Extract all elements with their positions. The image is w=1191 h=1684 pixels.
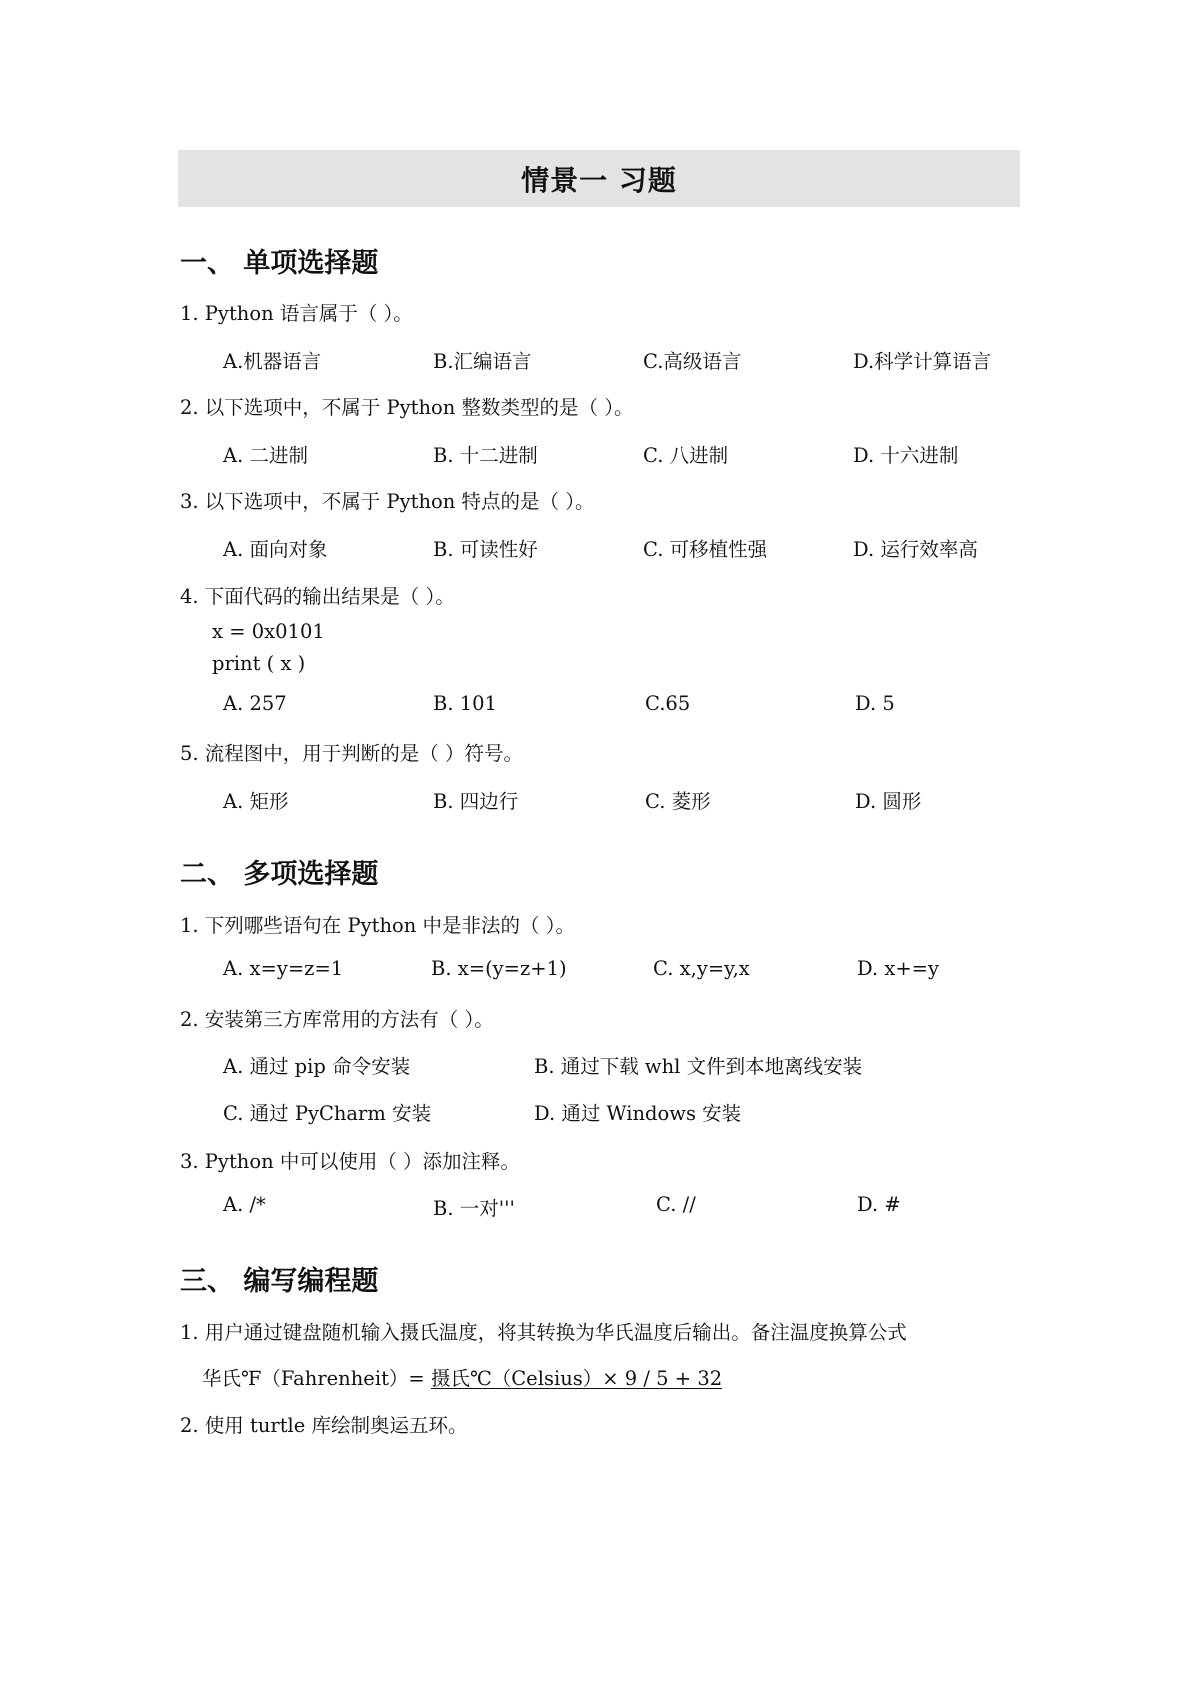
option-s4-b: B. 101	[433, 692, 497, 715]
option-m2-c: C. 通过 PyCharm 安装	[223, 1102, 432, 1125]
code-line-1: x = 0x0101	[212, 620, 325, 643]
option-s3-d: D. 运行效率高	[853, 538, 978, 561]
formula	[202, 1363, 722, 1391]
option-s1-b: B.汇编语言	[433, 350, 532, 373]
option-m1-b: B. x=(y=z+1)	[431, 957, 567, 980]
option-s2-b: B. 十二进制	[433, 444, 538, 467]
question-s1: 1. Python 语言属于（ ）。	[180, 302, 413, 325]
option-m3-a: A. /*	[223, 1193, 266, 1216]
option-m1-a: A. x=y=z=1	[223, 957, 344, 980]
option-m1-d: D. x+=y	[857, 957, 940, 980]
option-s1-a: A.机器语言	[223, 350, 322, 373]
option-s5-c: C. 菱形	[645, 790, 711, 813]
formula-left: 华氏℉（Fahrenheit）=	[202, 1367, 431, 1390]
section-heading-multi: 二、 多项选择题	[180, 859, 379, 890]
section-heading-single: 一、 单项选择题	[180, 248, 379, 279]
option-s5-b: B. 四边行	[433, 790, 519, 813]
option-s2-c: C. 八进制	[643, 444, 729, 467]
question-m3: 3. Python 中可以使用（ ）添加注释。	[180, 1150, 521, 1173]
option-s4-a: A. 257	[223, 692, 287, 715]
question-s3: 3. 以下选项中，不属于 Python 特点的是（ ）。	[180, 490, 595, 513]
page-title-bar	[178, 150, 1020, 207]
question-c2: 2. 使用 turtle 库绘制奥运五环。	[180, 1414, 468, 1437]
option-m2-b: B. 通过下载 whl 文件到本地离线安装	[534, 1055, 863, 1078]
section-heading-coding: 三、 编写编程题	[180, 1266, 379, 1297]
question-c1: 1. 用户通过键盘随机输入摄氏温度，将其转换为华氏温度后输出。备注温度换算公式	[180, 1321, 907, 1344]
option-s1-d: D.科学计算语言	[853, 350, 992, 373]
formula-right: 摄氏℃（Celsius）× 9 / 5 + 32	[430, 1367, 723, 1390]
option-m1-c: C. x,y=y,x	[653, 957, 750, 980]
option-m2-d: D. 通过 Windows 安装	[534, 1102, 742, 1125]
option-s2-a: A. 二进制	[223, 444, 308, 467]
option-m3-d: D. #	[857, 1193, 901, 1216]
option-s5-d: D. 圆形	[855, 790, 922, 813]
question-s5: 5. 流程图中，用于判断的是（ ）符号。	[180, 742, 524, 765]
option-s3-a: A. 面向对象	[223, 538, 328, 561]
option-s4-d: D. 5	[855, 692, 895, 715]
code-line-2: print ( x )	[212, 652, 306, 675]
option-s1-c: C.高级语言	[643, 350, 742, 373]
question-m2: 2. 安装第三方库常用的方法有（ ）。	[180, 1008, 494, 1031]
option-s2-d: D. 十六进制	[853, 444, 959, 467]
question-s4: 4. 下面代码的输出结果是（ ）。	[180, 585, 455, 608]
option-s4-c: C.65	[645, 692, 691, 715]
option-m3-c: C. //	[656, 1193, 696, 1216]
option-s3-c: C. 可移植性强	[643, 538, 768, 561]
option-m2-a: A. 通过 pip 命令安装	[223, 1055, 411, 1078]
option-s3-b: B. 可读性好	[433, 538, 538, 561]
page-title: 情景一 习题	[521, 163, 677, 197]
question-m1: 1. 下列哪些语句在 Python 中是非法的（ ）。	[180, 914, 575, 937]
option-s5-a: A. 矩形	[223, 790, 289, 813]
option-m3-b: B. 一对'''	[433, 1197, 515, 1220]
question-s2: 2. 以下选项中，不属于 Python 整数类型的是（ ）。	[180, 396, 634, 419]
